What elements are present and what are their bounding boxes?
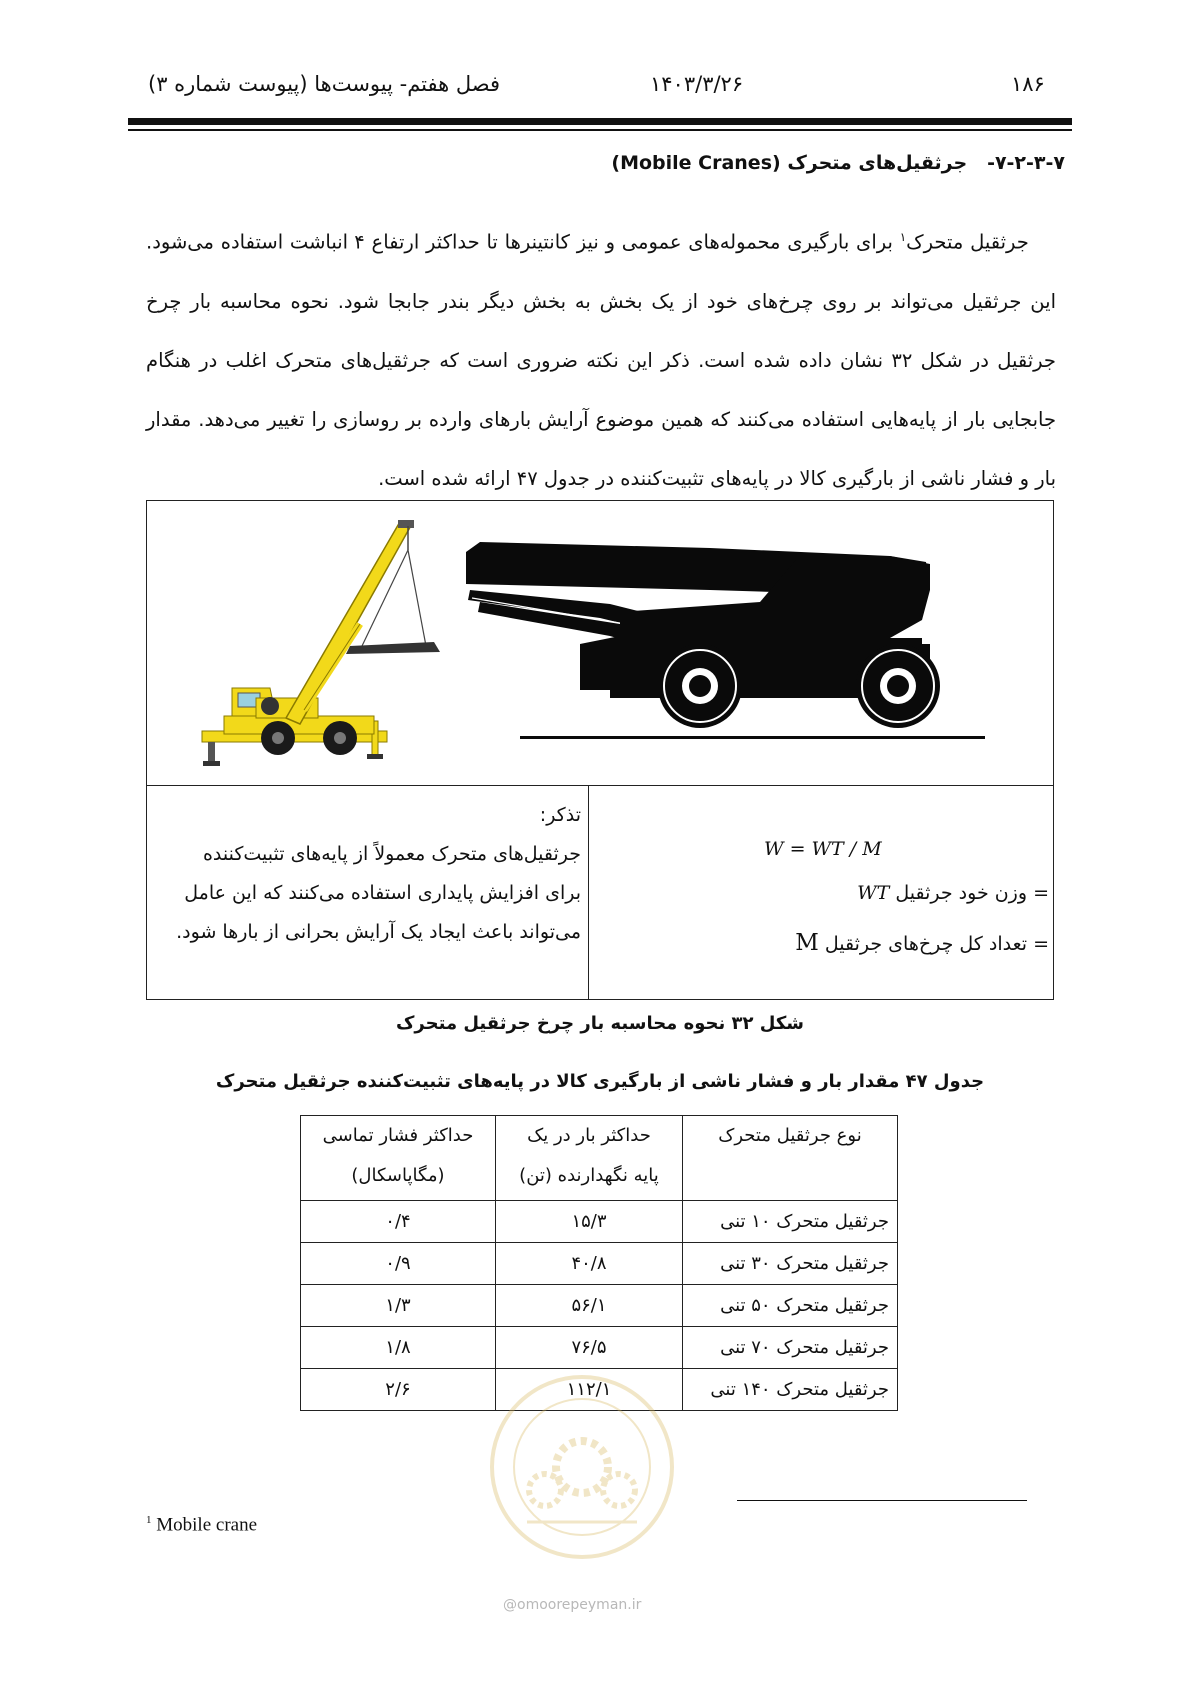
cell-max-load: ۴۰/۸ [496,1243,683,1285]
footnote-text: Mobile crane [156,1514,258,1536]
header-chapter: فصل هفتم- پیوست‌ها (پیوست شماره ۳) [148,72,501,96]
table-row [301,1327,898,1369]
section-heading [611,152,1065,174]
figure-note [151,796,581,952]
cell-max-load: ۱۱۲/۱ [496,1369,683,1411]
cell-max-pressure: ۰/۴ [301,1201,496,1243]
table-header-row [301,1116,898,1201]
table-row [301,1285,898,1327]
paragraph-text-start: جرثقیل متحرک [906,230,1029,254]
note-line: جرثقیل‌های متحرک معمولاً از پایه‌های تثبیت‌کننده [202,843,581,865]
cell-max-pressure: ۱/۸ [301,1327,496,1369]
header-rule [128,118,1072,125]
cell-max-pressure: ۱/۳ [301,1285,496,1327]
header-date: ۱۴۰۳/۳/۲۶ [650,72,744,96]
body-paragraph [146,208,1056,508]
definition-self-weight [857,882,1049,904]
footnote-reference: ۱ [899,230,907,244]
note-line: برای افزایش پایداری استفاده می‌کنند که این عامل [184,882,581,904]
definition-symbol: WT [857,882,890,904]
definition-symbol: M [795,930,819,956]
cell-crane-type: جرثقیل متحرک ۱۰ تنی [683,1201,898,1243]
cell-max-pressure: ۰/۹ [301,1243,496,1285]
cell-max-load: ۱۵/۳ [496,1201,683,1243]
cell-crane-type: جرثقیل متحرک ۱۴۰ تنی [683,1369,898,1411]
cell-crane-type: جرثقیل متحرک ۷۰ تنی [683,1327,898,1369]
definition-wheel-count [795,930,1049,956]
stabilizer-load-table [300,1115,898,1411]
cell-max-load: ۷۶/۵ [496,1327,683,1369]
figure-divider [146,785,1054,786]
section-number: ۷-۲-۳-۷- [987,152,1065,174]
figure-column-divider [588,785,589,1000]
column-header-load: حداکثر بار در یک پایه نگهدارنده (تن) [496,1116,683,1201]
paragraph-text-rest: برای بارگیری محموله‌های عمومی و نیز کانتینرها تا حداکثر ارتفاع ۴ انباشت استفاده می‌شود. این جرثقیل می‌تواند بر روی چرخ‌های خود از یک بخش به بخش دیگر بندر جابجا شود. نحوه محاسبه بار چرخ جرثقیل در شکل ۳۲ نشان داده شده است. ذکر این نکته ضروری است که جرثقیل‌های متحرک اغلب در هنگام جابجایی بار از پایه‌هایی استفاده می‌کنند که همین موضوع آرایش بارهای وارده بر روسازی را تغییر می‌دهد. مقدار بار و فشار ناشی از بارگیری کالا در پایه‌های تثبیت‌کننده در جدول ۴۷ ارائه شده است. [146,230,1056,490]
table-caption: جدول ۴۷ مقدار بار و فشار ناشی از بارگیری کالا در پایه‌های تثبیت‌کننده جرثقیل متحرک [215,1071,985,1092]
figure-caption: شکل ۳۲ نحوه محاسبه بار چرخ جرثقیل متحرک [396,1013,804,1034]
cell-max-pressure: ۲/۶ [301,1369,496,1411]
note-title: تذکر: [539,804,581,826]
section-title-english: (Mobile Cranes) [611,152,781,174]
table-row [301,1201,898,1243]
crane-wheel-load-silhouette [460,540,985,760]
footnote-mark: 1 [146,1514,152,1526]
header-rule-thin [128,129,1072,131]
cell-max-load: ۵۶/۱ [496,1285,683,1327]
watermark-text: @omoorepeyman.ir [503,1597,642,1613]
column-header-pressure: حداکثر فشار تماسی (مگاپاسکال) [301,1116,496,1201]
column-header-type: نوع جرثقیل متحرک [683,1116,898,1201]
note-line: می‌تواند باعث ایجاد یک آرایش بحرانی از بارها شود. [176,921,581,943]
page-number: ۱۸۶ [1011,72,1045,96]
cell-crane-type: جرثقیل متحرک ۵۰ تنی [683,1285,898,1327]
footnote-rule [737,1500,1027,1501]
definition-text: = وزن خود جرثقیل [895,882,1049,904]
cell-crane-type: جرثقیل متحرک ۳۰ تنی [683,1243,898,1285]
definition-text: = تعداد کل چرخ‌های جرثقیل [824,933,1049,955]
footnote [146,1514,257,1536]
table-row [301,1243,898,1285]
section-title: جرثقیل‌های متحرک [787,152,968,174]
watermark-seal-logo [487,1372,677,1562]
wheel-load-formula: W = WT / M [764,838,882,860]
